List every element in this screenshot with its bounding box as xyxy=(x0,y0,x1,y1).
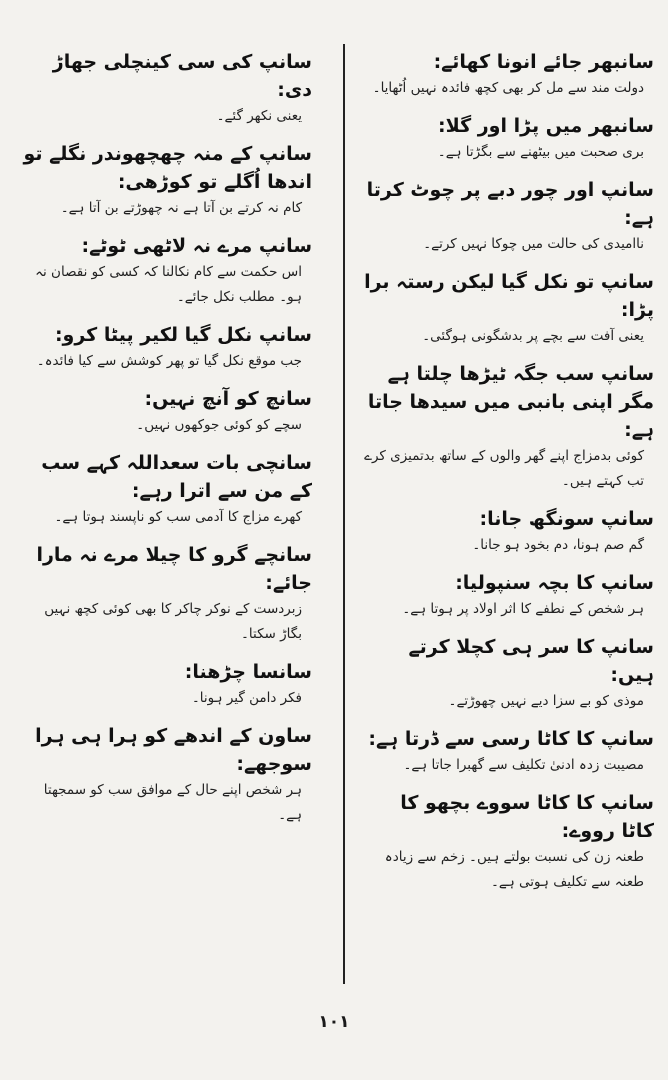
headword: سانپ کے منہ چھچھوندر نگلے تو اندھا اُگلے تو کوڑھی: xyxy=(23,143,312,193)
entry xyxy=(362,789,654,895)
entry xyxy=(20,385,312,438)
headword: سانبھر میں پڑا اور گلا: xyxy=(438,115,654,137)
definition: زبردست کے نوکر چاکر کا بھی کوئی کچھ نہیں بگاڑ سکتا۔ xyxy=(44,601,302,642)
right-column xyxy=(362,48,654,1020)
entry xyxy=(362,633,654,714)
definition: سچے کو کوئی جوکھوں نہیں۔ xyxy=(136,417,302,433)
definition: مصیبت زدہ ادنیٰ تکلیف سے گھبرا جاتا ہے۔ xyxy=(403,757,644,773)
entry xyxy=(362,176,654,257)
headword: سانپ کا بچہ سنپولیا: xyxy=(455,572,654,594)
headword: سانچے گرو کا چیلا مرے نہ مارا جائے: xyxy=(36,544,312,594)
entry xyxy=(362,268,654,349)
entry xyxy=(362,505,654,558)
entry xyxy=(20,140,312,221)
headword: ساون کے اندھے کو ہرا ہی ہرا سوجھے: xyxy=(35,725,312,775)
headword: سانبھر جائے انونا کھائے: xyxy=(433,51,654,73)
entry xyxy=(20,541,312,647)
definition: بری صحبت میں بیٹھنے سے بگڑتا ہے۔ xyxy=(437,144,644,160)
entry xyxy=(362,48,654,101)
definition: ہر شخص اپنے حال کے موافق سب کو سمجھتا ہے۔ xyxy=(43,782,302,823)
page-number: ۱۰۱ xyxy=(318,1012,350,1032)
definition: دولت مند سے مل کر بھی کچھ فائدہ نہیں اُٹھایا۔ xyxy=(372,80,644,96)
headword: سانپ تو نکل گیا لیکن رستہ برا پڑا: xyxy=(364,271,654,321)
definition: کام نہ کرتے بن آتا ہے نہ چھوڑتے بن آتا ہے۔ xyxy=(60,200,302,216)
entry xyxy=(362,725,654,778)
definition: کھرے مزاج کا آدمی سب کو ناپسند ہوتا ہے۔ xyxy=(54,509,302,525)
headword: سانپ کی سی کینچلی جھاڑ دی: xyxy=(52,51,312,101)
headword: سانسا چڑھنا: xyxy=(184,661,312,683)
entry xyxy=(20,449,312,530)
entry xyxy=(362,360,654,494)
headword: سانچی بات سعداللہ کہے سب کے من سے اترا رہے: xyxy=(41,452,312,502)
headword: سانپ سب جگہ ٹیڑھا چلتا ہے مگر اپنی بانبی میں سیدھا جاتا ہے: xyxy=(367,363,654,441)
definition: ناامیدی کی حالت میں چوکا نہیں کرتے۔ xyxy=(423,236,644,252)
headword: سانپ اور چور دبے پر چوٹ کرتا ہے: xyxy=(366,179,654,229)
definition: کوئی بدمزاج اپنے گھر والوں کے ساتھ بدتمیزی کرے تب کہتے ہیں۔ xyxy=(364,448,644,489)
headword: سانپ مرے نہ لاٹھی ٹوٹے: xyxy=(81,235,312,257)
entry xyxy=(20,232,312,310)
headword: سانچ کو آنچ نہیں: xyxy=(144,388,312,410)
definition: یعنی نکھر گئے۔ xyxy=(216,108,302,124)
definition: فکر دامن گیر ہونا۔ xyxy=(191,690,302,706)
entry xyxy=(362,569,654,622)
definition: ہر شخص کے نطفے کا اثر اولاد پر ہوتا ہے۔ xyxy=(402,601,644,617)
entry xyxy=(362,112,654,165)
definition: موذی کو بے سزا دیے نہیں چھوڑتے۔ xyxy=(448,693,644,709)
headword: سانپ سونگھ جانا: xyxy=(479,508,654,530)
headword: سانپ کا کاٹا سووے بچھو کا کاٹا رووے: xyxy=(400,792,654,842)
definition: گم صم ہونا، دم بخود ہو جانا۔ xyxy=(472,537,644,553)
headword: سانپ نکل گیا لکیر پیٹا کرو: xyxy=(54,324,312,346)
definition: طعنہ زن کی نسبت بولتے ہیں۔ زخم سے زیادہ طعنہ سے تکلیف ہوتی ہے۔ xyxy=(384,849,644,890)
entry xyxy=(20,658,312,711)
column-divider xyxy=(343,44,345,984)
definition: اس حکمت سے کام نکالنا کہ کسی کو نقصان نہ ہو۔ مطلب نکل جائے۔ xyxy=(35,264,302,305)
headword: سانپ کا سر ہی کچلا کرتے ہیں: xyxy=(408,636,654,686)
headword: سانپ کا کاٹا رسی سے ڈرتا ہے: xyxy=(368,728,654,750)
definition: جب موقع نکل گیا تو پھر کوشش سے کیا فائدہ۔ xyxy=(36,353,302,369)
entry xyxy=(20,48,312,129)
definition: یعنی آفت سے بچے پر بدشگونی ہوگئی۔ xyxy=(422,328,644,344)
entry xyxy=(20,722,312,828)
left-column xyxy=(20,48,312,1020)
entry xyxy=(20,321,312,374)
